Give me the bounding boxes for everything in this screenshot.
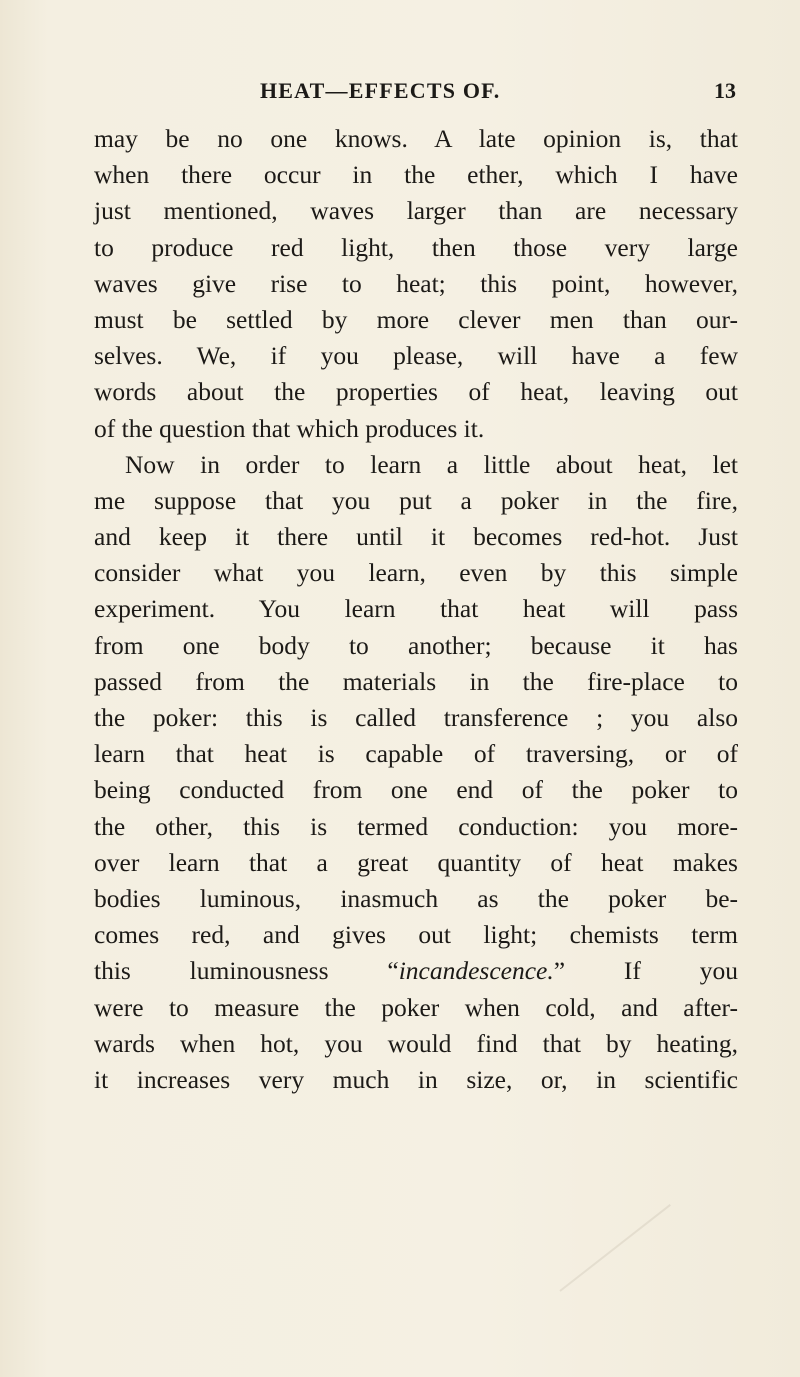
text-span: ” If you bbox=[553, 956, 738, 986]
text-line: over learn that a great quantity of heat makes bbox=[94, 847, 738, 877]
text-span: this luminousness “ bbox=[94, 956, 399, 986]
text-line: from one body to another; because it has bbox=[94, 630, 738, 660]
text-line: to produce red light, then those very large bbox=[94, 232, 738, 262]
text-line: were to measure the poker when cold, and after- bbox=[94, 992, 738, 1022]
italic-term: incandescence. bbox=[398, 956, 554, 986]
text-line: learn that heat is capable of traversing, or of bbox=[94, 739, 738, 769]
text-line-paragraph-end: of the question that which produces it. bbox=[94, 413, 485, 443]
text-line: being conducted from one end of the poker to bbox=[94, 775, 738, 805]
page-number: 13 bbox=[714, 78, 736, 103]
text-line: it increases very much in size, or, in scientific bbox=[94, 1064, 738, 1094]
text-line: words about the properties of heat, leaving out bbox=[94, 377, 738, 407]
text-line: when there occur in the ether, which I have bbox=[94, 160, 738, 190]
text-line: and keep it there until it becomes red-hot. Just bbox=[94, 522, 738, 552]
text-line: comes red, and gives out light; chemists term bbox=[94, 920, 738, 950]
body-text bbox=[94, 121, 738, 1098]
text-line: may be no one knows. A late opinion is, that bbox=[94, 124, 738, 153]
text-line: experiment. You learn that heat will pass bbox=[94, 594, 738, 624]
text-line: just mentioned, waves larger than are necessary bbox=[94, 196, 738, 226]
text-line: the other, this is termed conduction: you more- bbox=[94, 811, 738, 841]
text-line: bodies luminous, inasmuch as the poker be- bbox=[94, 883, 738, 913]
page-header bbox=[96, 78, 736, 112]
text-line-with-italic bbox=[94, 953, 738, 989]
running-head: HEAT—EFFECTS OF. bbox=[260, 78, 501, 103]
text-line: must be settled by more clever men than our- bbox=[94, 304, 738, 334]
text-line-paragraph-start: Now in order to learn a little about heat, let bbox=[125, 449, 738, 479]
text-line: wards when hot, you would find that by heating, bbox=[94, 1028, 738, 1058]
text-line: the poker: this is called transference ; you also bbox=[94, 703, 738, 732]
text-line: consider what you learn, even by this simple bbox=[94, 558, 738, 588]
text-line: selves. We, if you please, will have a few bbox=[94, 341, 738, 371]
text-line: waves give rise to heat; this point, however, bbox=[94, 268, 738, 298]
text-line: passed from the materials in the fire-place to bbox=[94, 666, 738, 696]
page-fold-mark bbox=[559, 1204, 671, 1292]
text-line: me suppose that you put a poker in the fire, bbox=[94, 485, 738, 515]
